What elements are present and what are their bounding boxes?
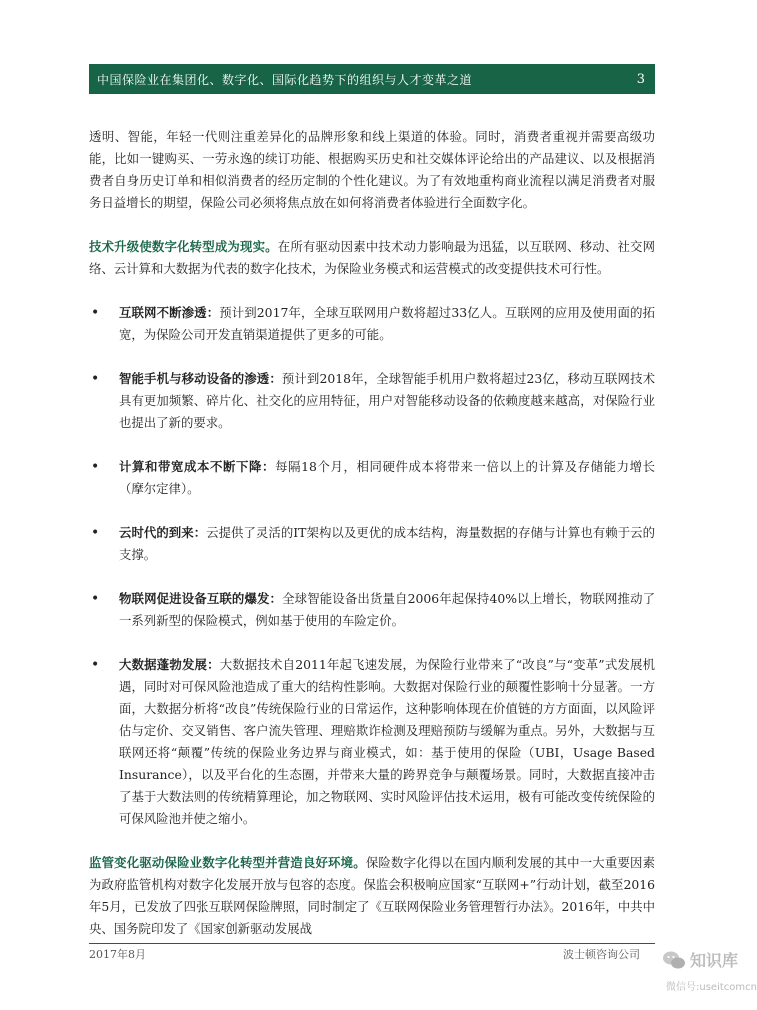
- regulation-lead-sentence: 监管变化驱动保险业数字化转型并营造良好环境。: [89, 855, 366, 870]
- bullet-dot-icon: •: [91, 459, 100, 475]
- bullet-title: 云时代的到来：: [119, 525, 207, 540]
- bullet-text: 每隔18个月，相同硬件成本将带来一倍以上的计算及存储能力增长（摩尔定律）。: [119, 459, 655, 496]
- footer-date: 2017年8月: [89, 948, 146, 961]
- bullet-title: 智能手机与移动设备的渗透：: [119, 371, 282, 386]
- bullet-title: 物联网促进设备互联的爆发：: [119, 591, 283, 606]
- watermark-subtitle: 微信号:useitcomcn: [666, 982, 757, 993]
- bullet-text: 全球智能设备出货量自2006年起保持40%以上增长，物联网推动了一系列新型的保险模式，例如基于使用的车险定价。: [119, 591, 656, 628]
- main-content: [89, 126, 655, 962]
- bullet-text: 云提供了灵活的IT架构以及更优的成本结构，海量数据的存储与计算也有赖于云的支撑。: [119, 525, 655, 562]
- footer-divider: [89, 943, 655, 944]
- bullet-title: 计算和带宽成本不断下降：: [119, 459, 276, 474]
- intro-paragraph: 透明、智能，年轻一代则注重差异化的品牌形象和线上渠道的体验。同时，消费者重视并需要高级功能，比如一键购买、一劳永逸的续订功能、根据购买历史和社交媒体评论给出的产品建议、以及根据消费者自身历史订单和相似消费者的经历定制的个性化建议。为了有效地重构商业流程以满足消费者对服务日益增长的期望，保险公司必须将焦点放在如何将消费者体验进行全面数字化。: [89, 129, 655, 210]
- bullet-title: 互联网不断渗透：: [119, 305, 220, 320]
- bullet-dot-icon: •: [91, 305, 100, 321]
- bullet-title: 大数据蓬勃发展：: [119, 657, 220, 672]
- bullet-text: 预计到2017年，全球互联网用户数将超过33亿人。互联网的应用及使用面的拓宽，为保险公司开发直销渠道提供了更多的可能。: [119, 305, 655, 342]
- bullet-compute: [89, 456, 655, 500]
- footer-company: 波士顿咨询公司: [563, 948, 640, 961]
- bullet-mobile: [89, 368, 655, 434]
- bullet-dot-icon: •: [91, 657, 100, 673]
- bullet-big-data: [89, 654, 655, 830]
- tech-lead-sentence: 技术升级使数字化转型成为现实。: [89, 239, 278, 254]
- bullet-text: 预计到2018年，全球智能手机用户数将超过23亿，移动互联网技术具有更加频繁、碎片化、社交化的应用特征，用户对智能移动设备的依赖度越来越高，对保险行业也提出了新的要求。: [119, 371, 655, 430]
- watermark-name: 知识库: [690, 951, 739, 970]
- bullet-dot-icon: •: [91, 591, 100, 607]
- bullet-dot-icon: •: [91, 525, 100, 541]
- regulation-body-text: 保险数字化得以在国内顺利发展的其中一大重要因素为政府监管机构对数字化发展开放与包容的态度。保监会积极响应国家“互联网+”行动计划，截至2016年5月，已发放了四张互联网保险牌照，同时制定了《互联网保险业务管理暂行办法》。2016年，中共中央、国务院印发了《国家创新驱动发展战: [89, 855, 656, 936]
- page-header-bar: [89, 64, 655, 94]
- document-title: 中国保险业在集团化、数字化、国际化趋势下的组织与人才变革之道: [97, 72, 473, 87]
- tech-paragraph: [89, 236, 655, 280]
- tech-body-text: 在所有驱动因素中技术动力影响最为迅猛，以互联网、移动、社交网络、云计算和大数据为代表的数字化技术，为保险业务模式和运营模式的改变提供技术可行性。: [89, 239, 656, 276]
- bullet-iot: [89, 588, 655, 632]
- bullet-text: 大数据技术自2011年起飞速发展，为保险行业带来了“改良”与“变革”式发展机遇，同时对可保风险池造成了重大的结构性影响。大数据对保险行业的颠覆性影响十分显著。一方面，大数据分析将“改良”传统保险行业的日常运作，这种影响体现在价值链的方方面面，以风险评估与定价、交叉销售、客户流失管理、理赔欺诈检测及理赔预防与缓解为重点。另外，大数据与互联网还将“颠覆”传统的保险业务边界与商业模式，如：基于使用的保险（UBI，Usage Based Insurance），以及平台化的生态圈，并带来大量的跨界竞争与颠覆场景。同时，大数据直接冲击了基于大数法则的传统精算理论，加之物联网、实时风险评估技术运用，极有可能改变传统保险的可保风险池并使之缩小。: [119, 657, 655, 826]
- page-number: 3: [636, 71, 645, 87]
- watermark: [660, 944, 757, 1004]
- bullet-dot-icon: •: [91, 371, 100, 387]
- regulation-paragraph: [89, 852, 655, 940]
- bullet-cloud: [89, 522, 655, 566]
- bullet-internet: [89, 302, 655, 346]
- driver-bullet-list: [89, 302, 655, 830]
- wechat-icon: [662, 948, 686, 972]
